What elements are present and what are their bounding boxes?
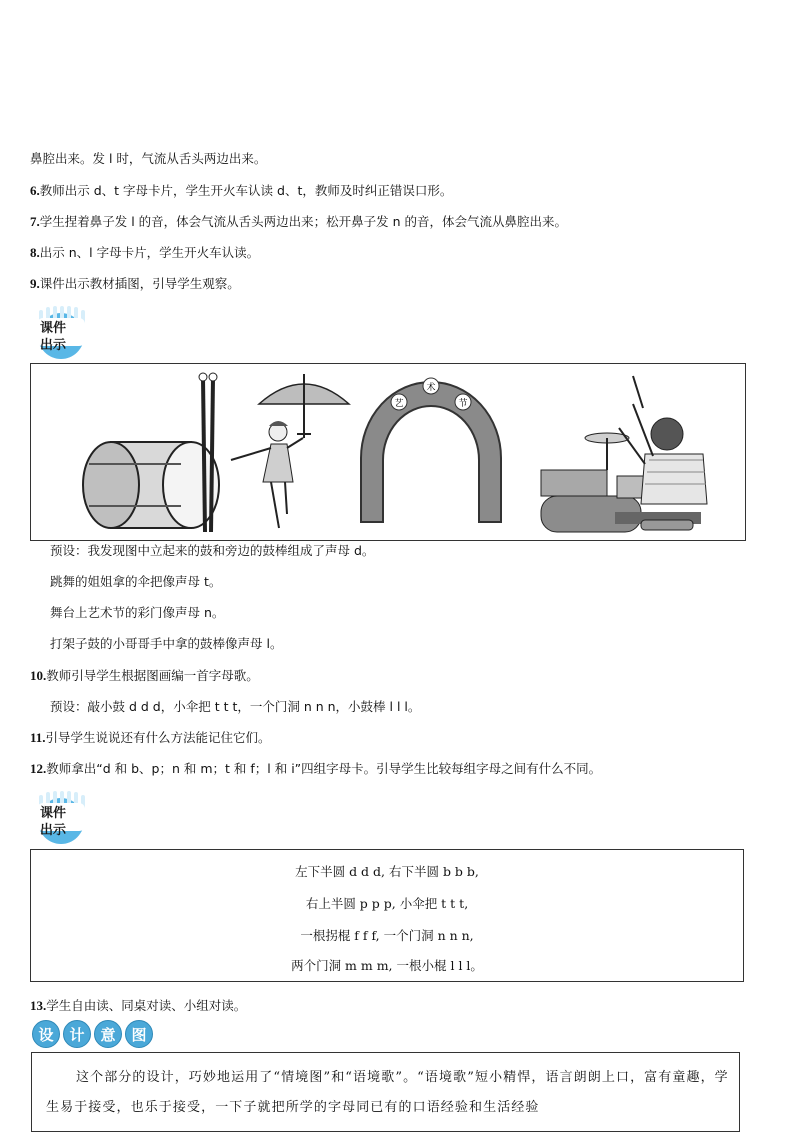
textbook-illustration [30,363,746,541]
preset-t: 跳舞的姐姐拿的伞把像声母 t。 [50,574,222,589]
song-line-2: 右上半圆 p p p, 小伞把 t t t, [305,896,469,911]
badge-text-top: 课件 [40,321,67,336]
art-festival-arch-icon [361,378,501,522]
design-tag-char: 设 [32,1020,60,1048]
song-line-3: 一根拐棍 f f f, 一个门洞 n n n, [300,928,474,943]
drum-icon [83,442,219,528]
song-line-4: 两个门洞 m m m, 一根小棍 l l l。 [291,958,483,973]
preset-l: 打架子鼓的小哥哥手中拿的鼓棒像声母 l。 [50,636,283,651]
illustration-scene [31,364,745,540]
arch-sign-3: 节 [458,399,468,409]
courseware-badge-icon [33,306,89,360]
step-12: 12.教师拿出“d 和 b、p；n 和 m；t 和 f；l 和 i”四组字母卡。引导学生比较每组字母之间有什么不同。 [30,761,602,776]
badge-text-top: 课件 [40,806,67,821]
letter-song-box [30,849,744,982]
design-intent-text: 这个部分的设计，巧妙地运用了“情境图”和“语境歌”。“语境歌”短小精悍，语言朗朗上口，富有童趣，学生易于接受，也乐于接受，一下子就把所学的字母同已有的口语经验和生活经验 [46,1070,729,1115]
step-9: 9.课件出示教材插图，引导学生观察。 [30,276,240,291]
design-tag-char: 意 [94,1020,122,1048]
design-tag-char: 图 [125,1020,153,1048]
step-6: 6.教师出示 d、t 字母卡片，学生开火车认读 d、t，教师及时纠正错误口形。 [30,183,453,198]
drummer-boy-icon [541,376,707,532]
step-11: 11.引导学生说说还有什么方法能记住它们。 [30,730,271,745]
step-10: 10.教师引导学生根据图画编一首字母歌。 [30,668,259,683]
preset-d: 预设：我发现图中立起来的鼓和旁边的鼓棒组成了声母 d。 [50,543,375,558]
preset-n: 舞台上艺术节的彩门像声母 n。 [50,605,225,620]
courseware-badge-icon [33,791,89,845]
step-8: 8.出示 n、l 字母卡片，学生开火车认读。 [30,245,260,260]
arch-sign-2: 术 [426,383,436,393]
step-7: 7.学生捏着鼻子发 l 的音，体会气流从舌头两边出来；松开鼻子发 n 的音，体会气流从鼻腔出来。 [30,214,568,229]
song-line-1: 左下半圆 d d d, 右下半圆 b b b, [295,864,479,879]
design-intent-box [31,1052,740,1132]
design-tag-char: 计 [63,1020,91,1048]
badge-text-bottom: 出示 [40,823,67,838]
umbrella-dancer-icon [231,374,349,528]
badge-text-bottom: 出示 [40,338,67,353]
step-13: 13.学生自由读、同桌对读、小组对读。 [30,998,247,1013]
text-line-continuation: 鼻腔出来。发 l 时，气流从舌头两边出来。 [30,151,267,166]
arch-sign-1: 艺 [394,399,404,409]
design-intent-tag [32,1020,153,1048]
preset-song: 预设：敲小鼓 d d d，小伞把 t t t，一个门洞 n n n，小鼓棒 l l l。 [50,699,421,714]
